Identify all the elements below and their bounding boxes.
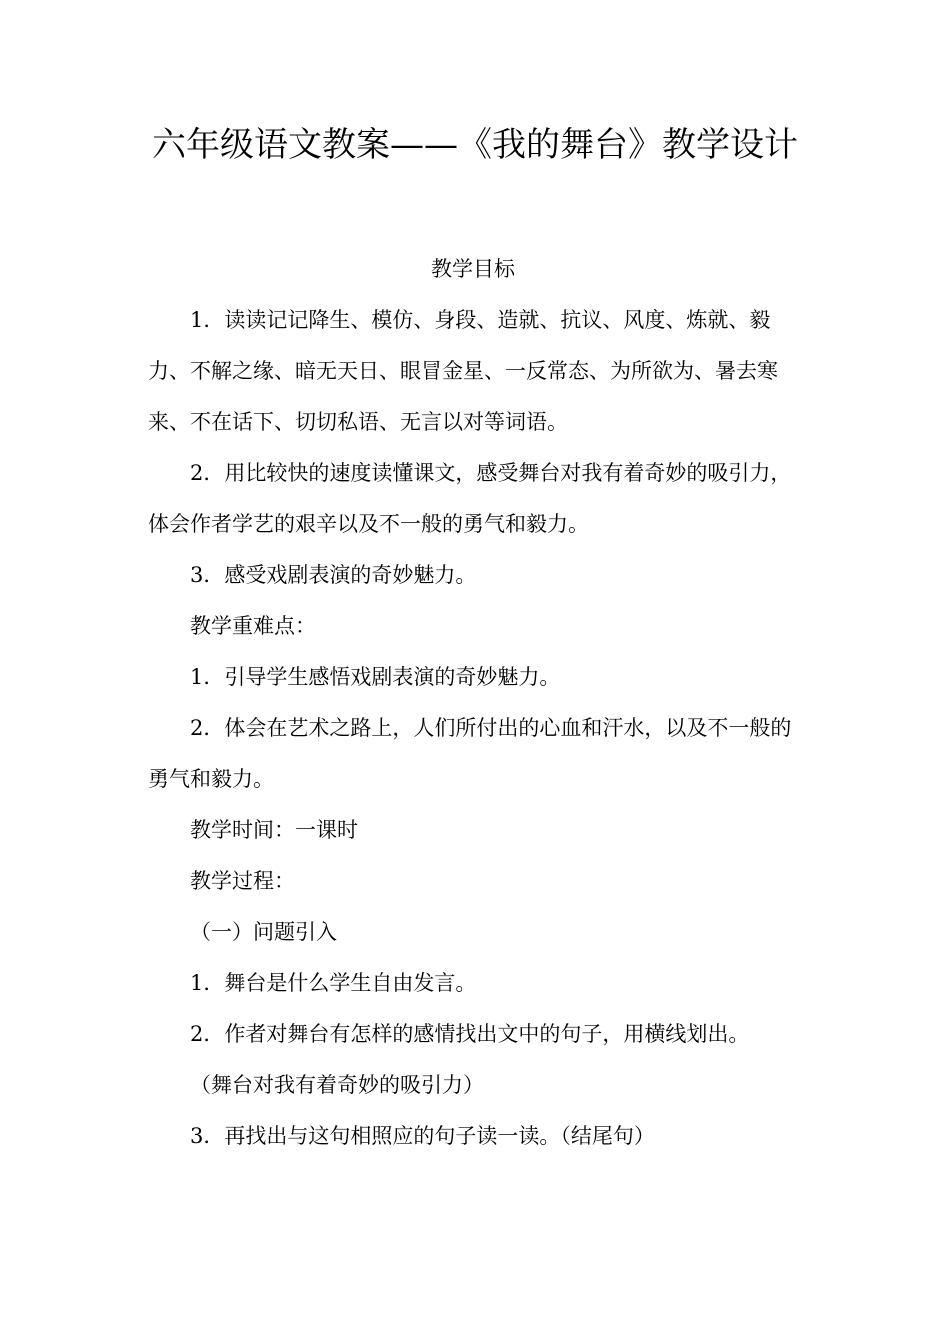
teaching-time: 教学时间：一课时 (190, 818, 358, 842)
process-item: 3．再找出与这句相照应的句子读一读。（结尾句） (190, 1124, 655, 1148)
process-item: 1．舞台是什么学生自由发言。 (190, 971, 477, 995)
section-heading-objectives: 教学目标 (431, 257, 515, 281)
process-heading: （一）问题引入 (190, 920, 337, 944)
section-heading-process: 教学过程： (190, 869, 295, 893)
process-item: （舞台对我有着奇妙的吸引力） (190, 1073, 484, 1097)
document-body (148, 244, 798, 1162)
document-title: 六年级语文教案——《我的舞台》教学设计 (152, 125, 798, 165)
difficulty-item: 2．体会在艺术之路上，人们所付出的心血和汗水，以及不一般的勇气和毅力。 (148, 716, 792, 791)
section-heading-difficulties: 教学重难点： (190, 614, 316, 638)
objective-item: 2．用比较快的速度读懂课文，感受舞台对我有着奇妙的吸引力，体会作者学艺的艰辛以及不一般的勇气和毅力。 (148, 461, 792, 536)
objective-item: 1．读读记记降生、模仿、身段、造就、抗议、风度、炼就、毅力、不解之缘、暗无天日、眼冒金星、一反常态、为所欲为、暑去寒来、不在话下、切切私语、无言以对等词语。 (148, 308, 778, 434)
objective-item: 3．感受戏剧表演的奇妙魅力。 (190, 563, 477, 587)
process-item: 2．作者对舞台有怎样的感情找出文中的句子，用横线划出。 (190, 1022, 750, 1046)
difficulty-item: 1．引导学生感悟戏剧表演的奇妙魅力。 (190, 665, 561, 689)
